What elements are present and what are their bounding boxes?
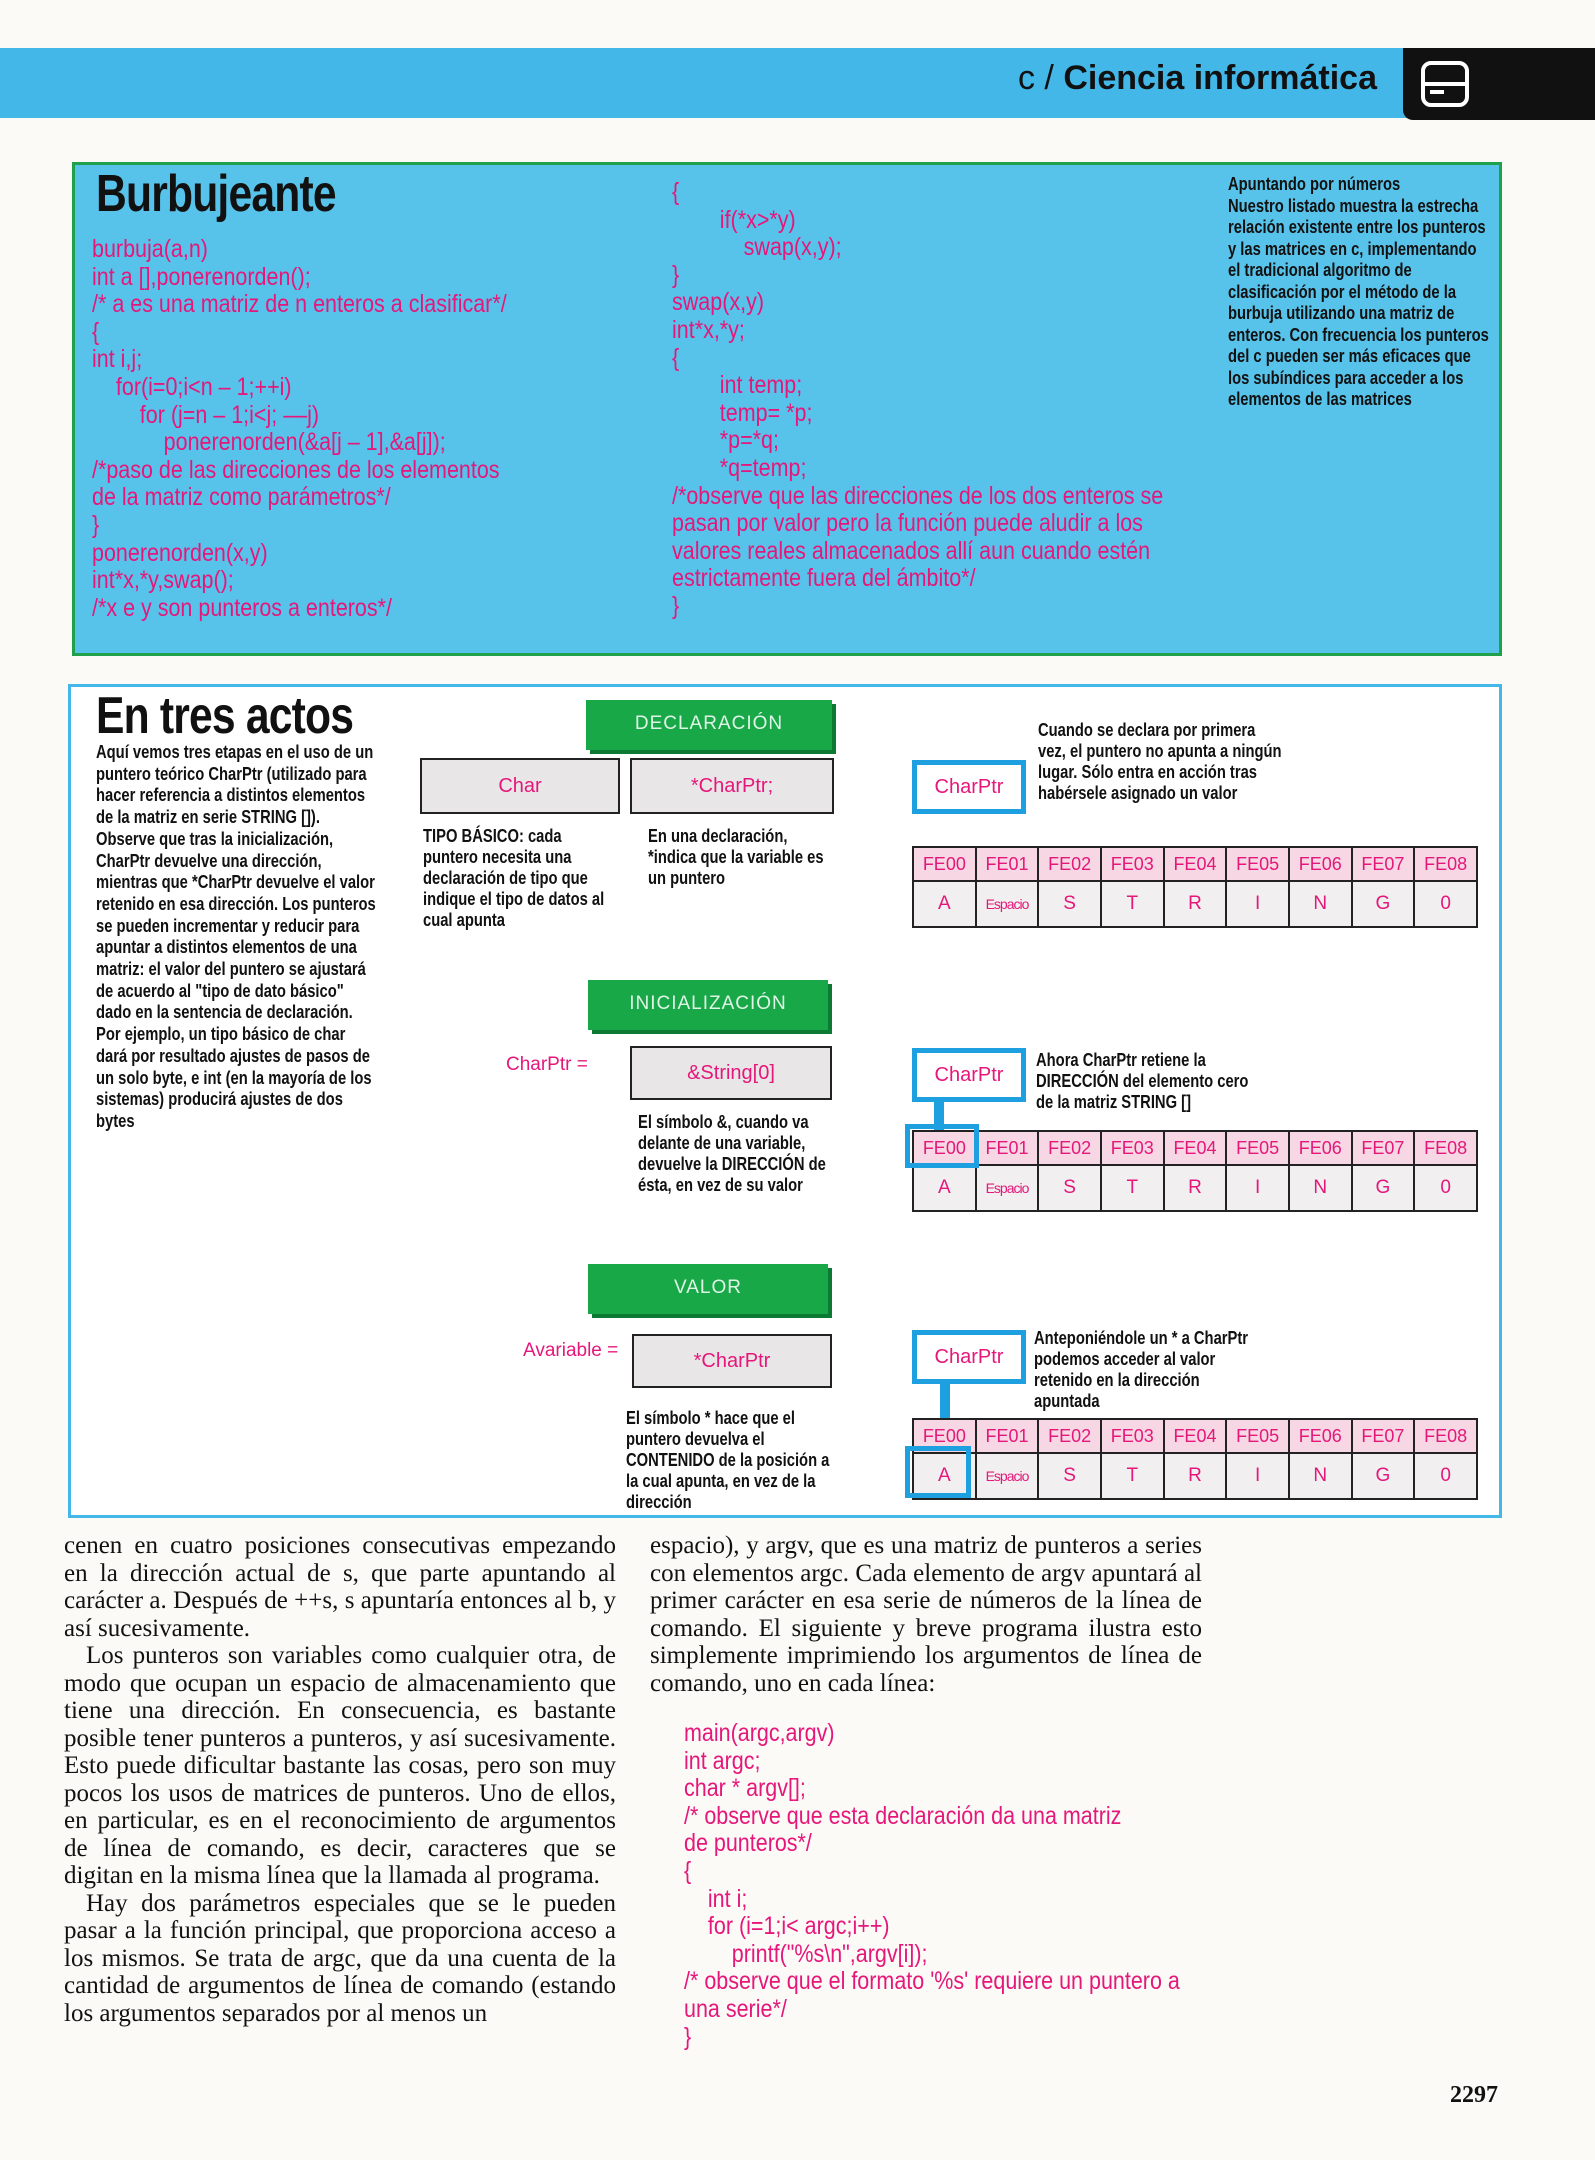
address-cell: FE00 <box>913 1419 976 1453</box>
address-cell: FE02 <box>1038 1419 1101 1453</box>
stage3-lhs: Avariable = <box>523 1340 619 1361</box>
address-row <box>913 1419 1477 1453</box>
value-cell: 0 <box>1414 881 1477 927</box>
value-cell: I <box>1226 881 1289 927</box>
code-listing-right: { if(*x>*y) swap(x,y); } swap(x,y) int*x,*y; { int temp; temp= *p; *p=*q; *q=temp; /*observe que las direcciones de los dos enteros se pasan por valor pero la función puede aludir a los valores reales almacenados allí aun cuando estén estrictamente fuera del ámbito*/ } <box>672 178 1164 620</box>
paragraph: espacio), y argv, que es una matriz de punteros a series con elementos argc. Cada elemento de argv apuntará al primer carácter en esa serie de números de la línea de comando. El siguiente y breve programa ilustra esto simplemente imprimiendo los argumentos de línea de comando, uno en cada línea: <box>650 1532 1202 1697</box>
value-cell: 0 <box>1414 1165 1477 1211</box>
stage-label-valor: VALOR <box>588 1264 828 1314</box>
value-cell: T <box>1101 1165 1164 1211</box>
stage3-note-left: El símbolo * hace que el puntero devuelva el CONTENIDO de la posición a la cual apunta, en vez de la dirección <box>626 1408 830 1512</box>
value-cell: A <box>913 881 976 927</box>
value-cell: G <box>1352 881 1415 927</box>
value-cell: I <box>1226 1165 1289 1211</box>
stage3-note-pointer: Anteponiéndole un * a CharPtr podemos acceder al valor retenido en la dirección apuntada <box>1034 1328 1249 1411</box>
value-cell: N <box>1289 881 1352 927</box>
value-cell: G <box>1352 1165 1415 1211</box>
address-row <box>913 1131 1477 1165</box>
memory-table-1 <box>912 846 1478 928</box>
address-cell: FE04 <box>1164 1131 1227 1165</box>
address-cell: FE01 <box>976 1131 1039 1165</box>
value-cell: N <box>1289 1453 1352 1499</box>
stage-label-declaracion: DECLARACIÓN <box>586 700 832 750</box>
value-cell: S <box>1038 881 1101 927</box>
tres-actos-title: En tres actos <box>96 687 354 745</box>
stage2-lhs: CharPtr = <box>506 1054 588 1075</box>
value-cell: A <box>913 1453 976 1499</box>
address-cell: FE07 <box>1352 847 1415 881</box>
value-cell: S <box>1038 1165 1101 1211</box>
stage1-note-left: TIPO BÁSICO: cada puntero necesita una declaración de tipo que indique el tipo de datos al cual apunta <box>423 826 605 930</box>
address-cell: FE04 <box>1164 1419 1227 1453</box>
pointer-decl-box: *CharPtr; <box>630 758 834 814</box>
address-cell: FE08 <box>1414 847 1477 881</box>
value-cell: Espacio <box>976 1165 1039 1211</box>
stage-label-inicializacion: INICIALIZACIÓN <box>588 980 828 1030</box>
address-cell: FE07 <box>1352 1131 1415 1165</box>
value-cell: Espacio <box>976 881 1039 927</box>
body-column-2 <box>650 1532 1202 1697</box>
charptr-box-2: CharPtr <box>912 1048 1026 1102</box>
address-row <box>913 847 1477 881</box>
section-logo <box>1403 48 1485 120</box>
charptr-box-3: CharPtr <box>912 1330 1026 1384</box>
stage2-note-left: El símbolo &, cuando va delante de una variable, devuelve la DIRECCIÓN de ésta, en vez de su valor <box>638 1112 826 1195</box>
address-cell: FE01 <box>976 1419 1039 1453</box>
paragraph: Hay dos parámetros especiales que se le pueden pasar a la función principal, que proporciona acceso a los mismos. Se trata de argc, que da una cuenta de la cantidad de argumentos de línea de comando (estando los argumentos separados por al menos un <box>64 1889 616 2027</box>
stage1-note-right: En una declaración, *indica que la variable es un puntero <box>648 826 824 888</box>
memory-table-3 <box>912 1418 1478 1500</box>
value-cell: Espacio <box>976 1453 1039 1499</box>
body-column-1 <box>64 1532 616 2027</box>
sidenote-text: Nuestro listado muestra la estrecha relación existente entre los punteros y las matrices en c, implementando el tradicional algoritmo de clasificación por el método de la burbuja utilizando una matriz de enteros. Con frecuencia los punteros del c pueden ser más eficaces que los subíndices para acceder a los elementos de las matrices <box>1228 195 1489 409</box>
computer-icon <box>1420 60 1470 108</box>
charptr-box-1: CharPtr <box>912 760 1026 814</box>
memory-table-2 <box>912 1130 1478 1212</box>
value-cell: S <box>1038 1453 1101 1499</box>
address-cell: FE08 <box>1414 1419 1477 1453</box>
argv-code-listing: main(argc,argv) int argc; char * argv[]; /* observe que esta declaración da una matriz de punteros*/ { int i; for (i=1;i< argc;i++) printf("%s\n",argv[i]); /* observe que el formato '%s' requiere un puntero a una serie*/ } <box>684 1719 1180 2051</box>
value-cell: R <box>1164 881 1227 927</box>
address-cell: FE05 <box>1226 1131 1289 1165</box>
value-cell: I <box>1226 1453 1289 1499</box>
value-cell: R <box>1164 1453 1227 1499</box>
address-cell: FE04 <box>1164 847 1227 881</box>
value-cell: G <box>1352 1453 1415 1499</box>
dereference-box: *CharPtr <box>632 1334 832 1388</box>
address-cell: FE00 <box>913 847 976 881</box>
highlight-fe00 <box>905 1124 979 1168</box>
value-cell: N <box>1289 1165 1352 1211</box>
section-title <box>1018 59 1377 98</box>
type-box: Char <box>420 758 620 814</box>
tres-actos-description: Aquí vemos tres etapas en el uso de un puntero teórico CharPtr (utilizado para hacer referencia a distintos elementos de la matriz en serie STRING []). Observe que tras la inicialización, CharPtr devuelve una dirección, mientras que *CharPtr devuelve el valor retenido en esa dirección. Los punteros se pueden incrementar y reducir para apuntar a distintos elementos de una matriz: el valor del puntero se ajustará de acuerdo al "tipo de dato básico" dado en la sentencia de declaración. Por ejemplo, un tipo básico de char dará por resultado ajustes de pasos de un solo byte, e int (en la mayoría de los sistemas) producirá ajustes de dos bytes <box>96 742 376 1131</box>
value-row <box>913 881 1477 927</box>
stage1-note-pointer: Cuando se declara por primera vez, el puntero no apunta a ningún lugar. Sólo entra en acción tras habérsele asignado un valor <box>1038 720 1282 803</box>
section-letter: c / <box>1017 59 1054 97</box>
burbujeante-title: Burbujeante <box>96 165 336 223</box>
address-cell: FE03 <box>1101 1131 1164 1165</box>
value-cell: T <box>1101 881 1164 927</box>
address-cell: FE05 <box>1226 1419 1289 1453</box>
sidenote <box>1228 174 1492 411</box>
address-cell: FE07 <box>1352 1419 1415 1453</box>
address-cell: FE06 <box>1289 1419 1352 1453</box>
address-cell: FE06 <box>1289 847 1352 881</box>
address-cell: FE08 <box>1414 1131 1477 1165</box>
address-cell: FE03 <box>1101 1419 1164 1453</box>
address-cell: FE02 <box>1038 847 1101 881</box>
stage2-note-pointer: Ahora CharPtr retiene la DIRECCIÓN del elemento cero de la matriz STRING [] <box>1036 1050 1249 1112</box>
value-row <box>913 1165 1477 1211</box>
value-cell: A <box>913 1165 976 1211</box>
address-of-box: &String[0] <box>630 1046 832 1100</box>
address-cell: FE00 <box>913 1131 976 1165</box>
address-cell: FE05 <box>1226 847 1289 881</box>
value-cell: R <box>1164 1165 1227 1211</box>
highlight-value-a <box>905 1446 971 1498</box>
address-cell: FE03 <box>1101 847 1164 881</box>
value-cell: T <box>1101 1453 1164 1499</box>
section-name: Ciencia informática <box>1063 59 1377 97</box>
value-cell: 0 <box>1414 1453 1477 1499</box>
page-number: 2297 <box>1450 2082 1498 2108</box>
address-cell: FE06 <box>1289 1131 1352 1165</box>
paragraph: Los punteros son variables como cualquier otra, de modo que ocupan un espacio de almacenamiento que tiene una dirección. En consecuencia, es bastante posible tener punteros a punteros, y así sucesivamente. Esto puede dificultar bastante las cosas, pero son muy pocos los usos de matrices de punteros. Uno de ellos, en particular, es en el reconocimiento de argumentos de línea de comando, es decir, caracteres que se digitan en la misma línea que la llamada al programa. <box>64 1642 616 1889</box>
paragraph: cenen en cuatro posiciones consecutivas empezando en la dirección actual de s, que parte apuntando al carácter a. Después de ++s, s apuntaría entonces al b, y así sucesivamente. <box>64 1532 616 1642</box>
header-black-strip <box>1485 48 1595 120</box>
code-listing-left: burbuja(a,n) int a [],ponerenorden(); /* a es una matriz de n enteros a clasificar*/ { int i,j; for(i=0;i<n – 1;++i) for (j=n – 1;i<j; ––j) ponerenorden(&a[j – 1],&a[j]); /*paso de las direcciones de los elementos de la matriz como parámetros*/ } ponerenorden(x,y) int*x,*y,swap(); /*x e y son punteros a enteros*/ <box>92 235 507 622</box>
value-row <box>913 1453 1477 1499</box>
address-cell: FE01 <box>976 847 1039 881</box>
address-cell: FE02 <box>1038 1131 1101 1165</box>
sidenote-title: Apuntando por números <box>1228 174 1401 194</box>
